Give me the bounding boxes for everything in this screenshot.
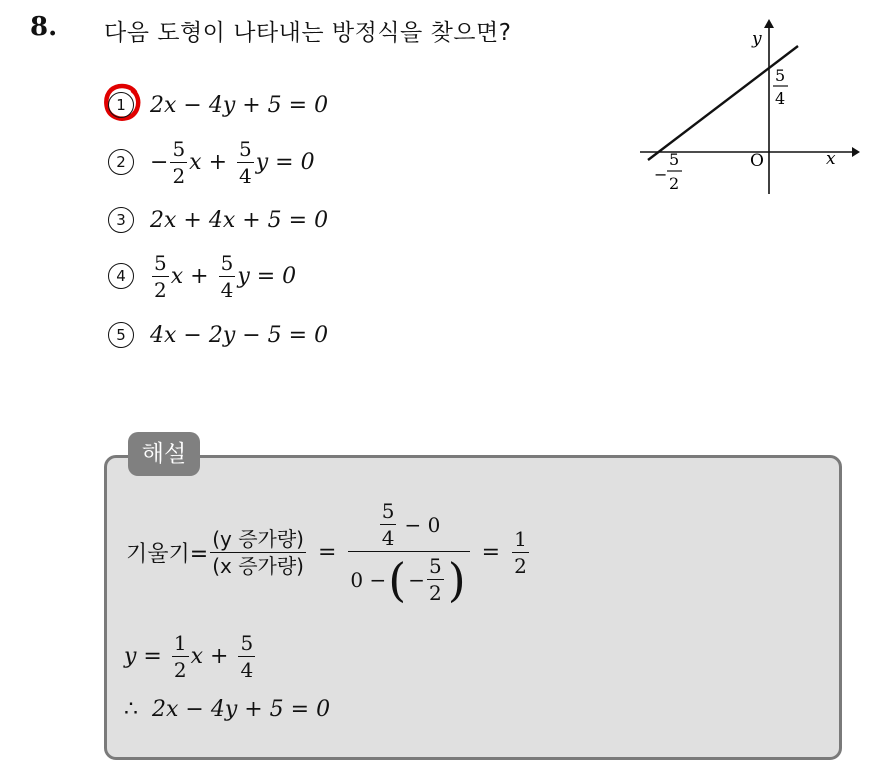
option-suffix: y = 0 (255, 149, 315, 175)
option-suffix: y = 0 (237, 263, 297, 289)
solution-label: 해설 (128, 432, 200, 476)
y-intercept-num: 5 (775, 66, 786, 85)
option-text: 2x − 4y + 5 = 0 (150, 92, 329, 118)
fraction: $\frac{5}{2}$ (172, 136, 186, 188)
option-number: 4 (108, 263, 134, 289)
question-text: 다음 도형이 나타내는 방정식을 찾으면? (104, 20, 512, 46)
option-number: 2 (108, 149, 134, 175)
y-axis-arrow-icon (764, 19, 774, 28)
x-axis-arrow-icon (852, 147, 860, 157)
option-number: 1 (108, 92, 134, 118)
option-middle: x + (189, 149, 228, 175)
line-graph (638, 18, 860, 198)
option-number: 3 (108, 207, 134, 233)
option-number: 5 (108, 322, 134, 348)
option-text: 4x − 2y − 5 = 0 (150, 322, 329, 348)
y-axis-label: y (752, 29, 762, 49)
x-intercept-num: 5 (669, 150, 680, 169)
option-5[interactable] (108, 315, 328, 355)
x-intercept-sign: − (654, 165, 668, 184)
option-4[interactable] (108, 250, 297, 302)
option-3[interactable] (108, 200, 328, 240)
rise-over-run: $\frac{\text{(y 증가량)}}{\text{(x 증가량)}}$ (212, 526, 304, 578)
option-prefix: − (150, 149, 169, 175)
option-text: 2x + 4x + 5 = 0 (150, 207, 329, 233)
final-equation: ∴ 2x − 4y + 5 = 0 (124, 696, 331, 722)
slope-label: 기울기= (126, 541, 209, 567)
slope-result: $\frac{1}{2}$ (514, 526, 527, 578)
fraction: $\frac{5}{4}$ (239, 136, 252, 188)
line-equation: y = $\frac{1}{2}$ x + $\frac{5}{4}$ (124, 630, 254, 682)
fraction: $\frac{5}{4}$ (220, 250, 234, 302)
x-intercept-den: 2 (669, 174, 680, 193)
slope-equation: 기울기= $\frac{\text{(y 증가량)}}{\text{(x 증가량)}}$ = $\frac{5}{4}$ − 0 0 − ( − $\frac{5}{2}$ ) = $\frac{1}{2}$ (126, 499, 527, 607)
origin-label: O (750, 151, 764, 171)
question-number: 8. (30, 12, 58, 42)
option-2[interactable] (108, 136, 315, 188)
y-intercept-den: 4 (775, 89, 786, 108)
slope-calculation: $\frac{5}{4}$ − 0 0 − ( − $\frac{5}{2}$ ) (348, 501, 469, 603)
fraction: $\frac{5}{2}$ (154, 250, 167, 302)
option-middle: x + (170, 263, 209, 289)
option-1[interactable] (108, 85, 328, 125)
x-axis-label: x (826, 149, 836, 169)
